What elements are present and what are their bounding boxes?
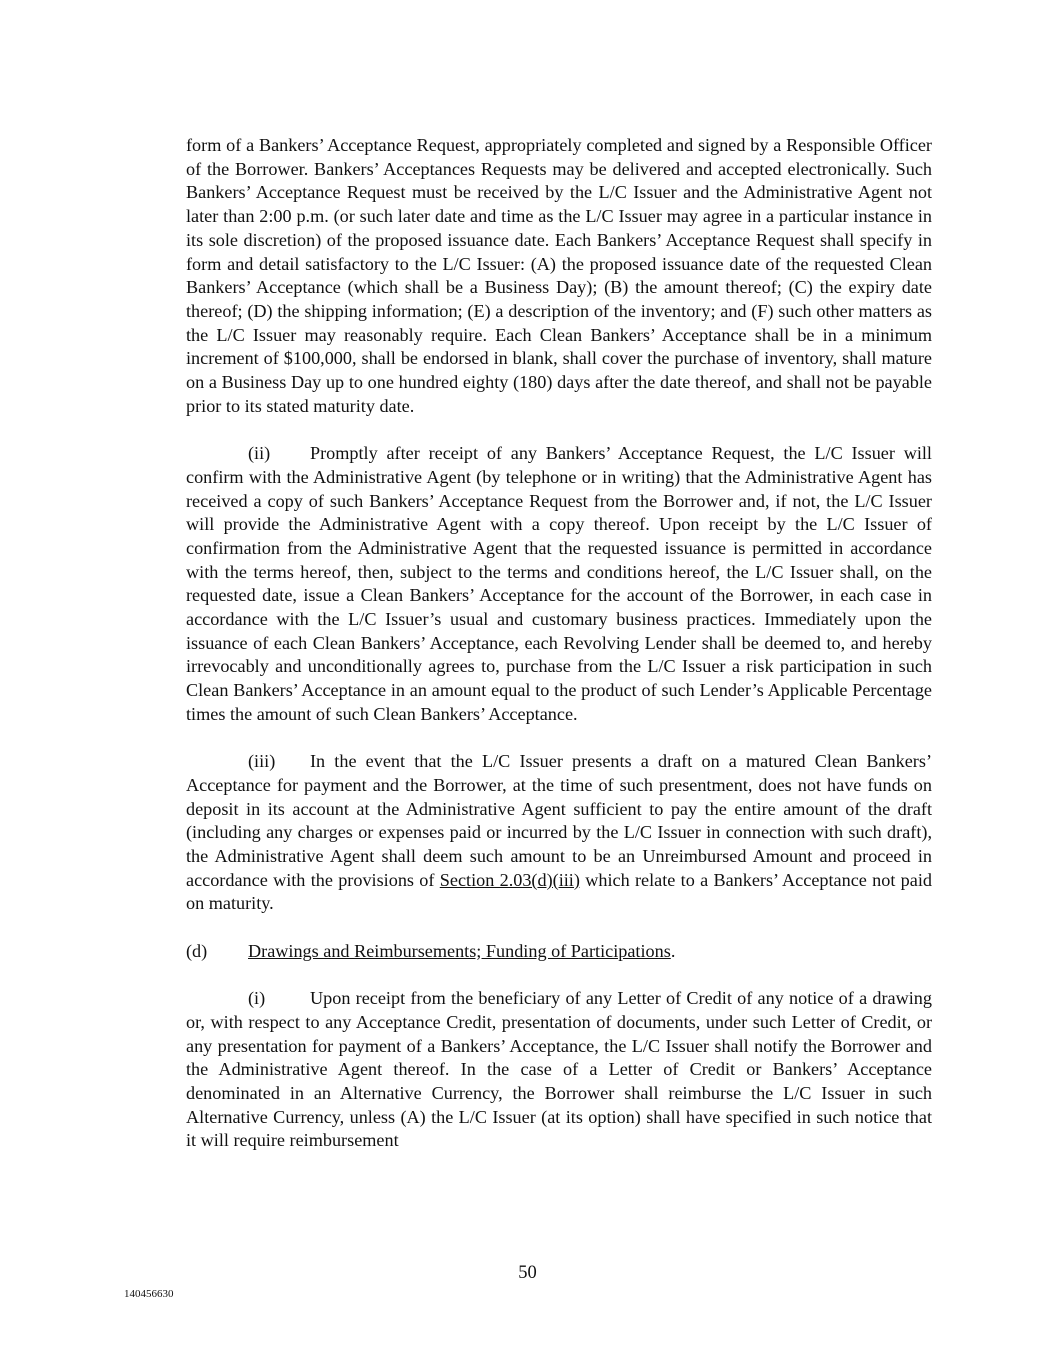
section-d-title: Drawings and Reimbursements; Funding of Participations: [248, 940, 671, 961]
page-number: 50: [518, 1263, 537, 1283]
paragraph-iii: [186, 750, 932, 916]
paragraph-number-ii: (ii): [248, 443, 271, 464]
section-number-d: (d): [186, 940, 208, 961]
paragraph-number-iii: (iii): [248, 751, 276, 772]
paragraph-iii-tail: which relate to a Bankers’ Acceptance not paid on maturity.: [186, 869, 932, 914]
paragraph-d-i-text: Upon receipt from the beneficiary of any Letter of Credit of any notice of a drawing or, with respect to any Acceptance Credit, presentation of documents, under such Letter of Credit, or any presentation for payment of a Bankers’ Acceptance, the L/C Issuer shall notify the Borrower and the Administrative Agent thereof. In the case of a Letter of Credit or Bankers’ Acceptance denominated in an Alternative Currency, the Borrower shall reimburse the L/C Issuer in such Alternative Currency, unless (A) the L/C Issuer (at its option) shall have specified in such notice that it will require reimbursement: [186, 988, 932, 1151]
paragraph-d-i: [186, 987, 932, 1153]
section-reference-link: Section 2.03(d)(iii): [439, 869, 580, 890]
paragraph-number-d-i: (i): [248, 988, 266, 1009]
paragraph-iii-text: In the event that the L/C Issuer presents a draft on a matured Clean Bankers’ Acceptance for payment and the Borrower, at the time of such presentment, does not have funds on deposit in its account at the Administrative Agent sufficient to pay the entire amount of the draft (including any charges or expenses paid or incurred by the L/C Issuer in connection with such draft), the Administrative Agent shall deem such amount to be an Unreimbursed Amount and proceed in accordance with the provisions of: [186, 751, 932, 890]
document-id: 140456630: [124, 1288, 174, 1300]
paragraph-ii: [186, 442, 932, 726]
paragraph-continuation: form of a Bankers’ Acceptance Request, appropriately completed and signed by a Responsible Officer of the Borrower. Bankers’ Acceptances Requests may be delivered and accepted electronically. Such Bankers’ Acceptance Request must be received by the L/C Issuer and the Administrative Agent not later than 2:00 p.m. (or such later date and time as the L/C Issuer may agree in a particular instance in its sole discretion) of the proposed issuance date. Each Bankers’ Acceptance Request shall specify in form and detail satisfactory to the L/C Issuer: (A) the proposed issuance date of the requested Clean Bankers’ Acceptance (which shall be a Business Day); (B) the amount thereof; (C) the expiry date thereof; (D) the shipping information; (E) a description of the inventory; and (F) such other matters as the L/C Issuer may reasonably require. Each Clean Bankers’ Acceptance shall be in a minimum increment of $100,000, shall be endorsed in blank, shall cover the purchase of inventory, shall mature on a Business Day up to one hundred eighty (180) days after the date thereof, and shall not be payable prior to its stated maturity date.: [186, 135, 932, 416]
section-d-period: .: [670, 940, 676, 961]
section-d-heading: [186, 940, 932, 964]
paragraph-ii-text: Promptly after receipt of any Bankers’ Acceptance Request, the L/C Issuer will confirm with the Administrative Agent (by telephone or in writing) that the Administrative Agent has received a copy of such Bankers’ Acceptance Request from the Borrower and, if not, the L/C Issuer will provide the Administrative Agent with a copy thereof. Upon receipt by the L/C Issuer of confirmation from the Administrative Agent that the requested issuance is permitted in accordance with the terms hereof, then, subject to the terms and conditions hereof, the L/C Issuer shall, on the requested date, issue a Clean Bankers’ Acceptance for the account of the Borrower, in each case in accordance with the L/C Issuer’s usual and customary business practices. Immediately upon the issuance of each Clean Bankers’ Acceptance, each Revolving Lender shall be deemed to, and hereby irrevocably and unconditionally agrees to, purchase from the L/C Issuer a risk participation in such Clean Bankers’ Acceptance in an amount equal to the product of such Lender’s Applicable Percentage times the amount of such Clean Bankers’ Acceptance.: [186, 443, 932, 724]
document-body: [186, 134, 932, 1153]
